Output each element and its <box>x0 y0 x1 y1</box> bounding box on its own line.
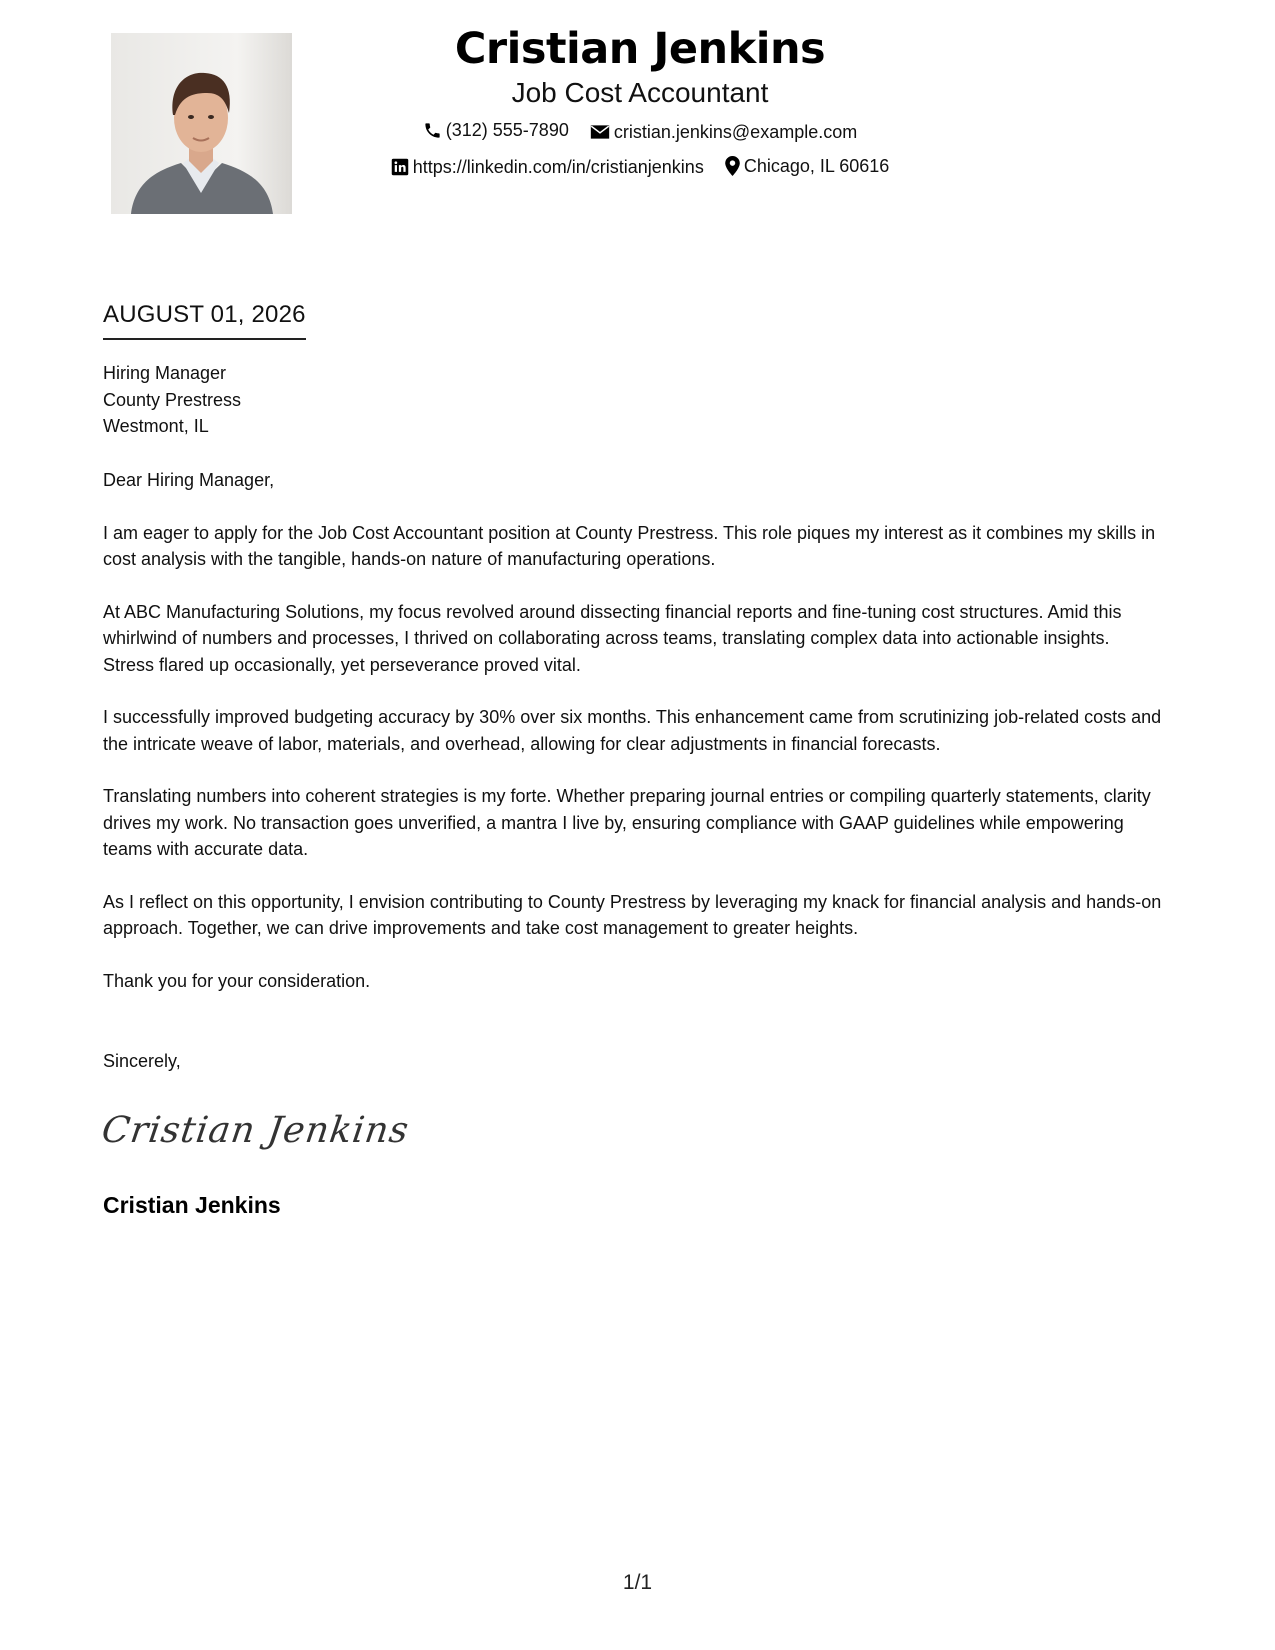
recipient-title: Hiring Manager <box>103 363 227 383</box>
page-number: 1/1 <box>622 1571 653 1594</box>
location-text: Chicago, IL 60616 <box>743 155 890 176</box>
phone-number: (312) 555-7890 <box>445 120 569 140</box>
closing-line: Sincerely, <box>103 1051 181 1071</box>
contact-row-primary <box>330 119 950 145</box>
linkedin-icon <box>391 158 409 176</box>
body-paragraph: I am eager to apply for the Job Cost Accountant position at County Prestress. This role piques my interest as it combines my skills in cost analysis with the tangible, hands-on nature of manufacturing operations. <box>103 522 1156 569</box>
recipient-company: County Prestress <box>103 389 242 410</box>
recipient-location: Westmont, IL <box>103 416 209 436</box>
body-paragraph: Translating numbers into coherent strategies is my forte. Whether preparing journal entries or compiling quarterly statements, clarity drives my work. No transaction goes unverified, a mantra I live by, ensuring compliance with GAAP guidelines while empowering teams with accurate data. <box>103 786 1151 859</box>
map-pin-icon <box>725 156 740 176</box>
applicant-name: Cristian Jenkins <box>454 24 826 74</box>
person-portrait-icon <box>111 33 292 214</box>
contact-row-secondary <box>330 155 950 181</box>
linkedin-url[interactable]: https://linkedin.com/in/cristianjenkins <box>412 156 704 177</box>
envelope-icon <box>590 124 610 140</box>
thank-you-line: Thank you for your consideration. <box>103 970 371 991</box>
letter-header <box>330 20 950 181</box>
contact-phone <box>423 119 569 141</box>
contact-linkedin <box>391 156 704 178</box>
applicant-job-title: Job Cost Accountant <box>511 77 769 108</box>
body-paragraph: I successfully improved budgeting accuracy by 30% over six months. This enhancement came from scrutinizing job-related costs and the intricate weave of labor, materials, and overhead, allowing for clear adjustments in financial forecasts. <box>103 707 1162 754</box>
phone-icon <box>423 121 442 140</box>
letter-date: AUGUST 01, 2026 <box>103 300 306 340</box>
profile-photo <box>111 33 292 214</box>
contact-email <box>590 121 857 143</box>
handwritten-signature: Cristian Jenkins <box>99 1110 412 1151</box>
signer-name: Cristian Jenkins <box>103 1192 281 1218</box>
body-paragraph: As I reflect on this opportunity, I envision contributing to County Prestress by leveraging my knack for financial analysis and hands-on approach. Together, we can drive improvements and take cost management to greater heights. <box>103 891 1162 938</box>
contact-location <box>725 155 889 177</box>
date-block <box>103 300 306 340</box>
salutation: Dear Hiring Manager, <box>103 470 275 490</box>
body-paragraph: At ABC Manufacturing Solutions, my focus revolved around dissecting financial reports and fine-tuning cost structures. Amid this whirlwind of numbers and processes, I thrived on collaborating across teams, translating complex data into actionable insights. Stress flared up occasionally, yet perseverance proved vital. <box>103 601 1122 675</box>
recipient-block <box>103 360 241 440</box>
email-address: cristian.jenkins@example.com <box>613 121 858 142</box>
letter-body <box>103 467 1163 1020</box>
